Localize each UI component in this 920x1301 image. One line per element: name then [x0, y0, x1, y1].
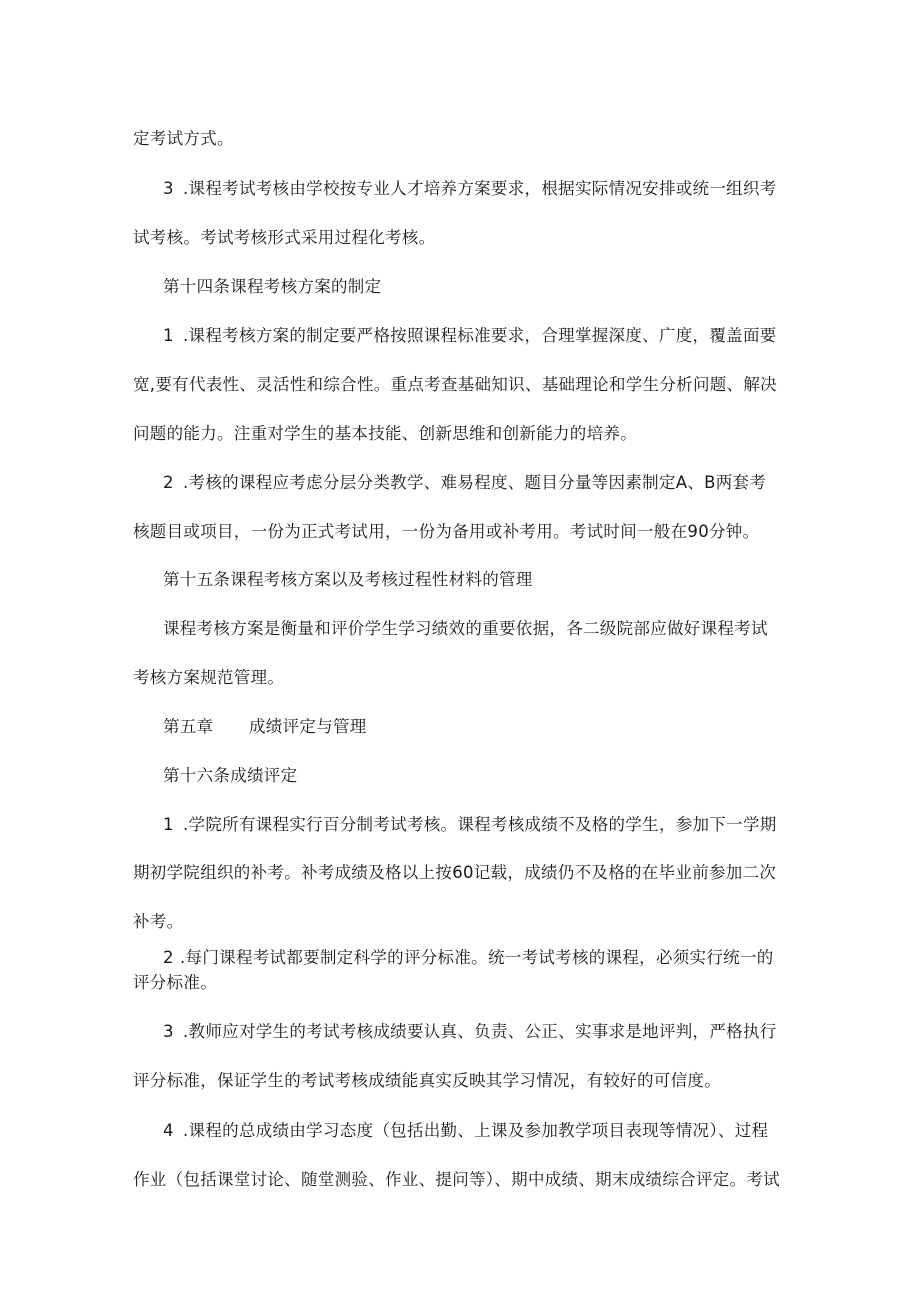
item-number: 3	[163, 1022, 174, 1041]
text-line: 作业（包括课堂讨论、随堂测验、作业、提问等）、期中成绩、期末成绩综合评定。考试	[133, 1170, 780, 1189]
text-line: 期初学院组织的补考。补考成绩及格以上按60记载，成绩仍不及格的在毕业前参加二次	[133, 863, 777, 882]
list-item	[163, 1021, 777, 1043]
item-text: .课程的总成绩由学习态度（包括出勤、上课及参加教学项目表现等情况）、过程	[183, 1121, 769, 1140]
text-line: 评分标准。	[133, 973, 217, 992]
item-number: 3	[163, 179, 174, 198]
item-number: 4	[163, 1121, 174, 1140]
chapter-title: 成绩评定与管理	[249, 717, 367, 736]
chapter-number: 第五章	[163, 717, 214, 736]
list-item	[163, 472, 766, 494]
item-text: .课程考核方案的制定要严格按照课程标准要求，合理掌握深度、广度，覆盖面要	[183, 326, 777, 345]
item-text: .学院所有课程实行百分制考试考核。课程考核成绩不及格的学生，参加下一学期	[183, 815, 777, 834]
chapter-heading	[163, 716, 367, 738]
list-item	[163, 325, 777, 347]
text-line: 试考核。考试考核形式采用过程化考核。	[133, 228, 436, 247]
item-text: .课程考试考核由学校按专业人才培养方案要求，根据实际情况安排或统一组织考	[183, 179, 777, 198]
text-line: 问题的能力。注重对学生的基本技能、创新思维和创新能力的培养。	[133, 424, 637, 443]
item-text: .考核的课程应考虑分层分类教学、难易程度、题目分量等因素制定A、B两套考	[183, 473, 767, 492]
list-item	[163, 178, 777, 200]
article-heading: 第十四条课程考核方案的制定	[163, 277, 382, 296]
article-heading: 第十五条课程考核方案以及考核过程性材料的管理	[163, 570, 533, 589]
text-line: 考核方案规范管理。	[133, 668, 285, 687]
text-line: 核题目或项目，一份为正式考试用，一份为备用或补考用。考试时间一般在90分钟。	[133, 522, 760, 541]
list-item	[163, 1120, 768, 1142]
item-number: 2	[163, 948, 174, 967]
item-text: .教师应对学生的考试考核成绩要认真、负责、公正、实事求是地评判，严格执行	[183, 1022, 777, 1041]
text-line: 课程考核方案是衡量和评价学生学习绩效的重要依据，各二级院部应做好课程考试	[163, 619, 768, 638]
item-number: 1	[163, 815, 174, 834]
text-line: 定考试方式。	[133, 129, 234, 148]
text-line: 宽,要有代表性、灵活性和综合性。重点考查基础知识、基础理论和学生分析问题、解决	[133, 375, 777, 394]
item-number: 1	[163, 326, 174, 345]
list-item	[163, 814, 777, 836]
text-line: 补考。	[133, 912, 184, 931]
article-heading: 第十六条成绩评定	[163, 766, 298, 785]
item-number: 2	[163, 473, 174, 492]
text-line: 评分标准，保证学生的考试考核成绩能真实反映其学习情况，有较好的可信度。	[133, 1071, 721, 1090]
list-item	[163, 947, 774, 969]
item-text: .每门课程考试都要制定科学的评分标准。统一考试考核的课程，必须实行统一的	[180, 948, 774, 967]
